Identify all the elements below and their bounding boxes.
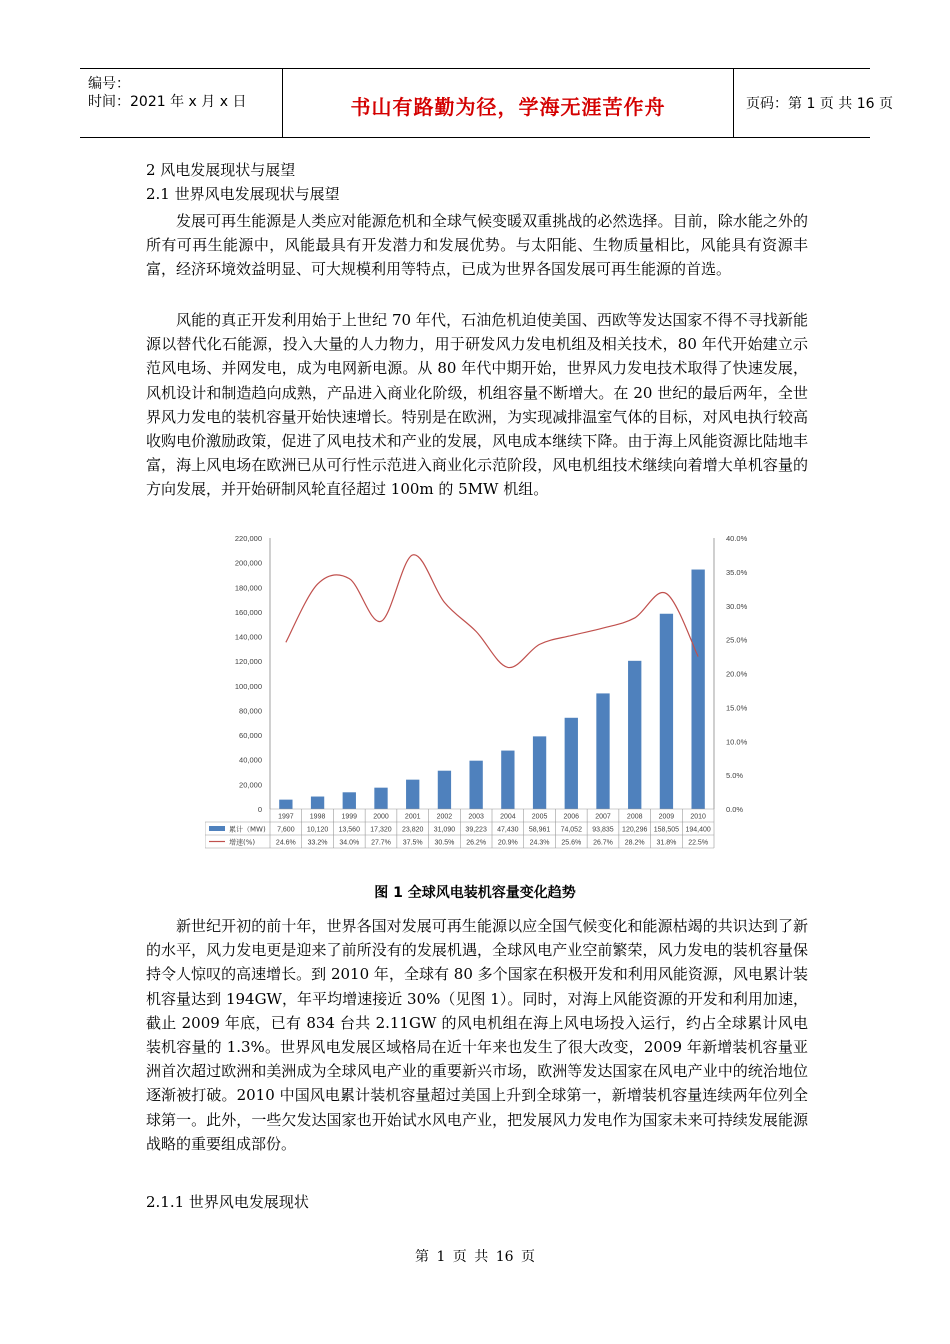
bar-cumulative bbox=[596, 693, 609, 809]
data-label-growth: 27.7% bbox=[371, 839, 391, 847]
paragraph-decade bbox=[146, 914, 808, 1156]
x-tick-label: 2003 bbox=[468, 813, 484, 821]
data-label-growth: 25.6% bbox=[561, 839, 582, 847]
data-label-growth: 26.2% bbox=[466, 839, 487, 847]
x-tick-label: 1998 bbox=[309, 813, 326, 821]
paragraph-3: 新世纪开初的前十年，世界各国对发展可再生能源以应全国气候变化和能源枯竭的共识达到了新的水平，风力发电更是迎来了前所没有的发展机遇，全球风电产业空前繁荣，风力发电的装机容量保持令人惊叹的高速增长。到 2010 年，全球有 80 多个国家在积极开发和利用风能资源，风电累计装机容量达到 194GW，年平均增速接近 30%（见图 1）。同时，对海上风能资源的开发和利用加速，截止 2009 年底，已有 834 台共 2.11GW 的风电机组在海上风电场投入运行，约占全球累计风电装机容量的 1.3%。世界风电发展区域格局在近十年来也发生了很大改变，2009 年新增装机容量亚洲首次超过欧洲和美洲成为全球风电产业的重要新兴市场，欧洲等发达国家在风电产业中的统治地位逐渐被打破。2010 中国风电累计装机容量超过美国上升到全球第一，新增装机容量连续两年位列全球第一。此外，一些欠发达国家也开始试水风电产业，把发展风力发电作为国家未来可持续发展能源战略的重要组成部份。 bbox=[146, 917, 808, 1153]
wind-capacity-chart bbox=[205, 530, 765, 860]
bar-cumulative bbox=[343, 792, 356, 809]
data-label-growth: 22.5% bbox=[688, 839, 709, 847]
data-label-growth: 31.8% bbox=[656, 839, 677, 847]
doc-number-label: 编号： bbox=[88, 76, 130, 92]
y-tick-label: 140,000 bbox=[234, 632, 262, 642]
chart-canvas bbox=[205, 530, 765, 860]
data-label-growth: 37.5% bbox=[402, 839, 423, 847]
paragraph-2: 风能的真正开发利用始于上世纪 70 年代，石油危机迫使美国、西欧等发达国家不得不寻找新能源以替代化石能源，投入大量的人力物力，用于研发风力发电机组及相关技术，80 年代开始建立示范风电场、并网发电，成为电网新电源。从 80 年代中期开始，世界风力发电技术取得了快速发展，风机设计和制造趋向成熟，产品进入商业化阶级，机组容量不断增大。在 20 世纪的最后两年，全世界风力发电的装机容量开始快速增长。特别是在欧洲，为实现减排温室气体的目标，对风电执行较高收购电价激励政策，促进了风电技术和产业的发展，风电成本继续下降。由于海上风能资源比陆地丰富，海上风电场在欧洲已从可行性示范进入商业化示范阶段，风电机组技术继续向着增大单机容量的方向发展，并开始研制风轮直径超过 100m 的 5MW 机组。 bbox=[146, 311, 808, 499]
y2-tick-label: 10.0% bbox=[726, 737, 748, 747]
header-motto-cell bbox=[282, 69, 734, 137]
legend-label-growth: 增速(%) bbox=[229, 838, 256, 847]
y-tick-label: 0 bbox=[257, 805, 262, 814]
bar-cumulative bbox=[406, 780, 419, 809]
y-tick-label: 180,000 bbox=[234, 583, 262, 593]
y2-tick-label: 20.0% bbox=[726, 669, 748, 679]
bar-cumulative bbox=[691, 570, 704, 809]
data-label-growth: 28.2% bbox=[624, 839, 645, 847]
data-label-growth: 34.0% bbox=[339, 839, 360, 847]
data-label-cumulative: 194,400 bbox=[685, 826, 711, 834]
x-tick-label: 1999 bbox=[341, 813, 358, 821]
data-label-growth: 33.2% bbox=[307, 839, 328, 847]
bar-cumulative bbox=[438, 771, 451, 809]
y2-tick-label: 40.0% bbox=[726, 534, 748, 543]
bar-cumulative bbox=[311, 797, 324, 809]
bar-cumulative bbox=[469, 761, 482, 809]
x-tick-label: 2010 bbox=[690, 813, 706, 821]
header-motto: 书山有路勤为径，学海无涯苦作舟 bbox=[350, 95, 666, 119]
data-label-cumulative: 13,560 bbox=[338, 826, 360, 834]
header-page-cell bbox=[734, 69, 893, 137]
data-label-cumulative: 7,600 bbox=[277, 826, 295, 834]
bar-cumulative bbox=[374, 788, 387, 809]
y2-tick-label: 35.0% bbox=[726, 567, 748, 577]
data-label-growth: 26.7% bbox=[593, 839, 613, 847]
page-footer: 第 1 页 共 16 页 bbox=[415, 1249, 535, 1265]
bar-cumulative bbox=[565, 718, 578, 809]
data-label-growth: 24.6% bbox=[275, 839, 296, 847]
legend-label-cumulative: 累计（MW) bbox=[229, 825, 266, 834]
header-meta-cell bbox=[80, 69, 282, 137]
data-label-cumulative: 47,430 bbox=[497, 826, 519, 834]
data-label-growth: 30.5% bbox=[434, 839, 455, 847]
y-tick-label: 160,000 bbox=[234, 607, 262, 617]
data-label-cumulative: 74,052 bbox=[560, 826, 582, 834]
data-label-cumulative: 31,090 bbox=[433, 826, 456, 834]
y-tick-label: 60,000 bbox=[239, 731, 262, 741]
y2-tick-label: 25.0% bbox=[726, 635, 748, 645]
subsubsection-heading: 2.1.1 世界风电发展现状 bbox=[146, 1193, 309, 1211]
data-label-cumulative: 93,835 bbox=[592, 826, 614, 834]
data-label-cumulative: 39,223 bbox=[465, 826, 487, 834]
x-tick-label: 2001 bbox=[404, 813, 421, 821]
x-tick-label: 2000 bbox=[373, 813, 389, 821]
y-tick-label: 20,000 bbox=[239, 780, 262, 790]
bar-cumulative bbox=[628, 661, 641, 809]
y-tick-label: 200,000 bbox=[234, 558, 262, 568]
y2-tick-label: 5.0% bbox=[726, 771, 744, 781]
legend-swatch-cumulative bbox=[209, 826, 225, 831]
x-tick-label: 2006 bbox=[563, 813, 580, 821]
data-label-cumulative: 23,820 bbox=[402, 826, 424, 834]
header-page-info: 页码：第 1 页 共 16 页 bbox=[746, 96, 893, 112]
y-tick-label: 40,000 bbox=[239, 755, 262, 765]
bar-cumulative bbox=[279, 800, 292, 809]
figure-caption: 图 1 全球风电装机容量变化趋势 bbox=[374, 885, 576, 901]
paragraph-1: 发展可再生能源是人类应对能源危机和全球气候变暖双重挑战的必然选择。目前，除水能之外的所有可再生能源中，风能最具有开发潜力和发展优势。与太阳能、生物质量相比，风能具有资源丰富，经济环境效益明显、可大规模利用等特点，已成为世界各国发展可再生能源的首选。 bbox=[146, 212, 808, 279]
bar-cumulative bbox=[660, 614, 673, 809]
x-tick-label: 2008 bbox=[626, 813, 643, 821]
y-tick-label: 80,000 bbox=[239, 706, 262, 716]
paragraph-intro bbox=[146, 209, 808, 282]
data-label-growth: 20.9% bbox=[497, 839, 518, 847]
y2-tick-label: 30.0% bbox=[726, 601, 748, 611]
doc-date-label: 时间：2021 年 x 月 x 日 bbox=[88, 94, 247, 110]
data-label-cumulative: 10,120 bbox=[306, 826, 329, 834]
y-tick-label: 120,000 bbox=[234, 657, 262, 667]
bar-cumulative bbox=[533, 736, 546, 809]
line-growth-rate bbox=[286, 555, 698, 668]
x-tick-label: 2002 bbox=[436, 813, 453, 821]
data-label-growth: 24.3% bbox=[529, 839, 550, 847]
x-tick-label: 2004 bbox=[500, 813, 516, 821]
subsection-heading: 2.1 世界风电发展现状与展望 bbox=[146, 185, 340, 203]
x-tick-label: 2005 bbox=[531, 813, 548, 821]
x-tick-label: 2007 bbox=[595, 813, 611, 821]
data-label-cumulative: 158,505 bbox=[653, 826, 680, 834]
y-tick-label: 220,000 bbox=[234, 534, 262, 543]
x-tick-label: 1997 bbox=[278, 813, 294, 821]
bar-cumulative bbox=[501, 751, 514, 809]
data-label-cumulative: 120,296 bbox=[622, 826, 648, 834]
paragraph-history bbox=[146, 308, 808, 502]
page-header bbox=[80, 68, 893, 138]
y2-tick-label: 15.0% bbox=[726, 703, 748, 713]
x-tick-label: 2009 bbox=[658, 813, 675, 821]
data-label-cumulative: 58,961 bbox=[528, 826, 551, 834]
y-tick-label: 100,000 bbox=[234, 681, 262, 691]
y2-tick-label: 0.0% bbox=[726, 805, 744, 814]
section-heading: 2 风电发展现状与展望 bbox=[146, 161, 296, 179]
data-label-cumulative: 17,320 bbox=[370, 826, 392, 834]
